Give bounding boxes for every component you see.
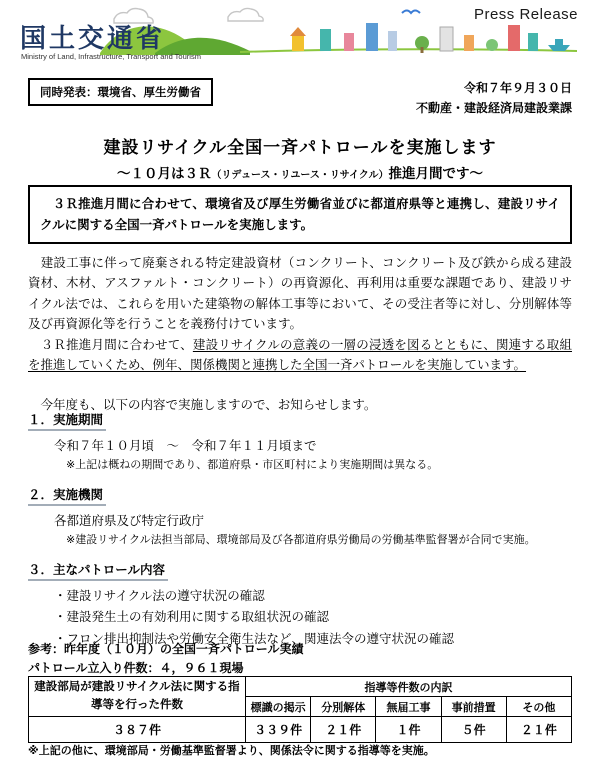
patrol-bullet-1: ・建設リサイクル法の遵守状況の確認 (54, 589, 265, 603)
table-value-other: ２１件 (506, 717, 571, 743)
section-organizations-content: 各都道府県及び特定行政庁 (54, 514, 205, 528)
document-subtitle (0, 162, 600, 182)
table-subheader-other: その他 (506, 697, 571, 717)
subtitle-left: ～１０月は３Ｒ (117, 166, 212, 181)
section-period-note: ※上記は概ねの期間であり、都道府県・市区町村により実施期間は異なる。 (66, 459, 439, 471)
table-value-unreported: １件 (376, 717, 441, 743)
table-value-signage: ３３９件 (246, 717, 311, 743)
paragraph-2 (28, 335, 572, 376)
reference-title: 参考：昨年度（１０月）の全国一斉パトロール実績 (28, 642, 304, 656)
section-organizations-heading: ２．実施機関 (28, 485, 106, 506)
paragraph-2-plain: ３Ｒ推進月間に合わせて、 (28, 337, 193, 352)
patrol-bullet-3: ・フロン排出抑制法や労働安全衛生法など、関連法令の遵守状況の確認 (54, 631, 455, 646)
table-value-separation: ２１件 (311, 717, 376, 743)
document-title: 建設リサイクル全国一斉パトロールを実施します (103, 138, 497, 157)
subtitle-right: 推進月間です～ (388, 166, 483, 181)
cityscape-illustration (100, 5, 578, 57)
date-block (416, 78, 572, 119)
simultaneous-release-box: 同時発表：環境省、厚生労働省 (28, 78, 213, 106)
table-subheader-unreported: 無届工事 (376, 697, 441, 717)
paragraph-3: 今年度も、以下の内容で実施しますので、お知らせします。 (28, 398, 377, 413)
sections (28, 410, 572, 663)
ministry-logo-text: 国土交通省 (20, 23, 166, 53)
patrol-bullet-2: ・建設発生土の有効利用に関する取組状況の確認 (54, 610, 330, 625)
section-period-heading: １．実施期間 (28, 410, 106, 431)
table-value-premeasures: ５件 (441, 717, 506, 743)
section-organizations (28, 485, 572, 547)
table-subheader-signage: 標識の掲示 (246, 697, 311, 717)
subtitle-paren: （リデュース・リユース・リサイクル） (211, 170, 389, 181)
table-subheader-separation: 分別解体 (311, 697, 376, 717)
bottom-footnote: ※上記の他に、環境部局・労働基準監督署より、関係法令に関する指導等を実施。 (28, 745, 435, 757)
meta-row (28, 78, 572, 119)
cloud-icon-2 (228, 8, 263, 21)
table-breakdown-header: 指導等件数の内訳 (246, 677, 572, 697)
table-col1-value: ３８７件 (29, 717, 246, 743)
table-header-row-1 (29, 677, 572, 697)
ministry-name-english: Ministry of Land, Infrastructure, Transport and Tourism (21, 52, 201, 61)
section-period-content: 令和７年１０月頃 ～ 令和７年１１月頃まで (54, 439, 317, 453)
release-date: 令和７年９月３０日 (463, 81, 572, 95)
body-text (28, 253, 572, 416)
press-release-label: Press Release (473, 6, 578, 23)
summary-box: ３Ｒ推進月間に合わせて、環境省及び厚生労働省並びに都道府県等と連携し、建設リサイクルに関する全国一斉パトロールを実施します。 (28, 185, 572, 244)
table-col1-header: 建設部局が建設リサイクル法に関する指導等を行った件数 (29, 677, 246, 717)
table-subheader-premeasures: 事前措置 (441, 697, 506, 717)
city-buildings (290, 23, 538, 51)
issuing-department: 不動産・建設経済局建設業課 (415, 101, 572, 116)
title-block (0, 133, 600, 182)
table-values-row (29, 717, 572, 743)
section-patrol-contents-heading: ３．主なパトロール内容 (28, 560, 168, 581)
patrol-results-table (28, 676, 572, 743)
ground-line (240, 49, 577, 52)
paragraph-1: 建設工事に伴って廃棄される特定建設資材（コンクリート、コンクリート及び鉄から成る建設資材、木材、アスファルト・コンクリート）の再資源化、再利用は重要な課題であり、建設リサイクル法では、これらを用いた建築物の解体工事等において、その受注者等に対し、分別解体等及び再資源化等を行うことを義務付けています。 (28, 256, 572, 332)
reference-block (28, 640, 304, 678)
bird-icon (402, 11, 420, 14)
paragraph-2-underlined: 建設リサイクルの意義の一層の浸透を図るとともに、関連する取組を推進していくため、例年、関係機関と連携した全国一斉パトロールを実施しています。 (28, 337, 572, 372)
section-organizations-note: ※建設リサイクル法担当部局、環境部局及び各都道府県労働局の労働基準監督署が合同で実施。 (66, 534, 536, 546)
reference-count: パトロール立入り件数：４，９６１現場 (28, 661, 244, 676)
section-patrol-contents (28, 560, 572, 650)
ship-icon (548, 39, 570, 51)
section-period (28, 410, 572, 472)
